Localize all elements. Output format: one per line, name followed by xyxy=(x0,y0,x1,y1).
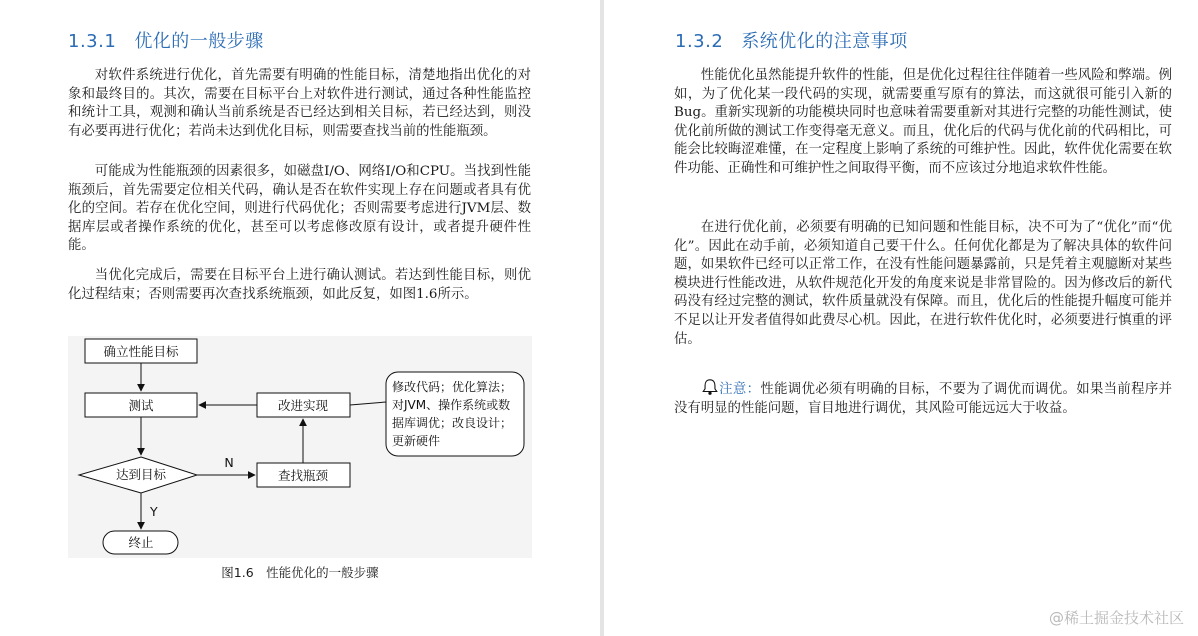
flow-node-improve xyxy=(257,393,350,417)
flow-node-test xyxy=(85,393,197,417)
note-callout xyxy=(674,378,1172,418)
section-heading-1-3-2 xyxy=(675,27,908,53)
note-line-2: 对JVM、操作系统或数 xyxy=(392,398,511,412)
section-title: 优化的一般步骤 xyxy=(134,31,264,52)
watermark: @稀土掘金技术社区 xyxy=(1048,609,1184,627)
svg-text:查找瓶颈: 查找瓶颈 xyxy=(277,468,329,483)
flowchart-figure xyxy=(68,336,532,562)
note-line-1: 修改代码；优化算法； xyxy=(392,380,513,394)
section-number: 1.3.1 xyxy=(68,31,117,52)
paragraph-2: 在进行优化前，必须要有明确的已知问题和性能目标，决不可为了“优化”而“优化”。因此在动手前，必须知道自己要干什么。任何优化都是为了解决具体的软件问题，如果软件已经可以正常工作，在没有性能问题暴露前，只是凭着主观臆断对某些模块进行性能改进，从软件规范化开发的角度来说是非常冒险的。因为修改后的新代码没有经过完整的测试，软件质量就没有保障。而且，优化后的性能提升幅度可能并不足以让开发者值得如此费尽心机。因此，在进行软件优化时，必须要进行慎重的评估。 xyxy=(674,220,1172,347)
note-line-4: 更新硬件 xyxy=(392,434,441,448)
label-yes: Y xyxy=(150,504,158,519)
section-title: 系统优化的注意事项 xyxy=(741,31,908,52)
svg-text:达到目标: 达到目标 xyxy=(115,467,167,482)
section-number: 1.3.2 xyxy=(675,31,724,52)
note-label: 注意： xyxy=(718,382,761,397)
label-no: N xyxy=(224,455,234,470)
paragraph-1: 对软件系统进行优化，首先需要有明确的性能目标，清楚地指出优化的对象和最终目的。其次，需要在目标平台上对软件进行测试，通过各种性能监控和统计工具，观测和确认当前系统是否已经达到相关目标，若已经达到，则没有必要再进行优化；若尚未达到优化目标，则需要查找当前的性能瓶颈。 xyxy=(68,68,531,139)
flow-node-find-bottleneck xyxy=(257,463,350,487)
flow-node-set-goal xyxy=(85,339,197,363)
flow-node-end xyxy=(103,531,178,554)
note-line-3: 据库调优；改良设计； xyxy=(392,416,513,430)
svg-text:终止: 终止 xyxy=(128,535,154,550)
svg-text:测试: 测试 xyxy=(128,398,154,413)
figure-caption: 图1.6 性能优化的一般步骤 xyxy=(221,565,379,580)
paragraph-1: 性能优化虽然能提升软件的性能，但是优化过程往往伴随着一些风险和弊端。例如，为了优化某一段代码的实现，就需要重写原有的算法，而这就很可能引入新的Bug。重新实现新的功能模块同时也意味着需要重新对其进行完整的功能性测试，使优化前所做的测试工作变得毫无意义。而且，优化后的代码与优化前的代码相比，可能会比较晦涩难懂，在一定程度上影响了系统的可维护性。因此，软件优化需要在软件功能、正确性和可维护性之间取得平衡，而不应该过分地追求软件性能。 xyxy=(674,68,1172,176)
svg-text:确立性能目标: 确立性能目标 xyxy=(103,344,179,359)
bell-icon xyxy=(701,378,719,396)
note-text: 性能调优必须有明确的目标，不要为了调优而调优。如果当前程序并没有明显的性能问题，盲目地进行调优，其风险可能远远大于收益。 xyxy=(674,382,1173,416)
paragraph-3: 当优化完成后，需要在目标平台上进行确认测试。若达到性能目标，则优化过程结束；否则需要再次查找系统瓶颈，如此反复，如图1.6所示。 xyxy=(68,268,531,302)
section-heading-1-3-1 xyxy=(68,27,264,53)
paragraph-2: 可能成为性能瓶颈的因素很多，如磁盘I/O、网络I/O和CPU。当找到性能瓶颈后，首先需要定位相关代码，确认是否在软件实现上存在问题或者具有优化的空间。若存在优化空间，则进行代码优化；否则需要考虑进行JVM层、数据库层或者操作系统的优化，甚至可以考虑修改原有设计，或者提升硬件性能。 xyxy=(68,164,531,254)
right-page xyxy=(604,0,1198,636)
svg-text:改进实现: 改进实现 xyxy=(277,398,329,413)
